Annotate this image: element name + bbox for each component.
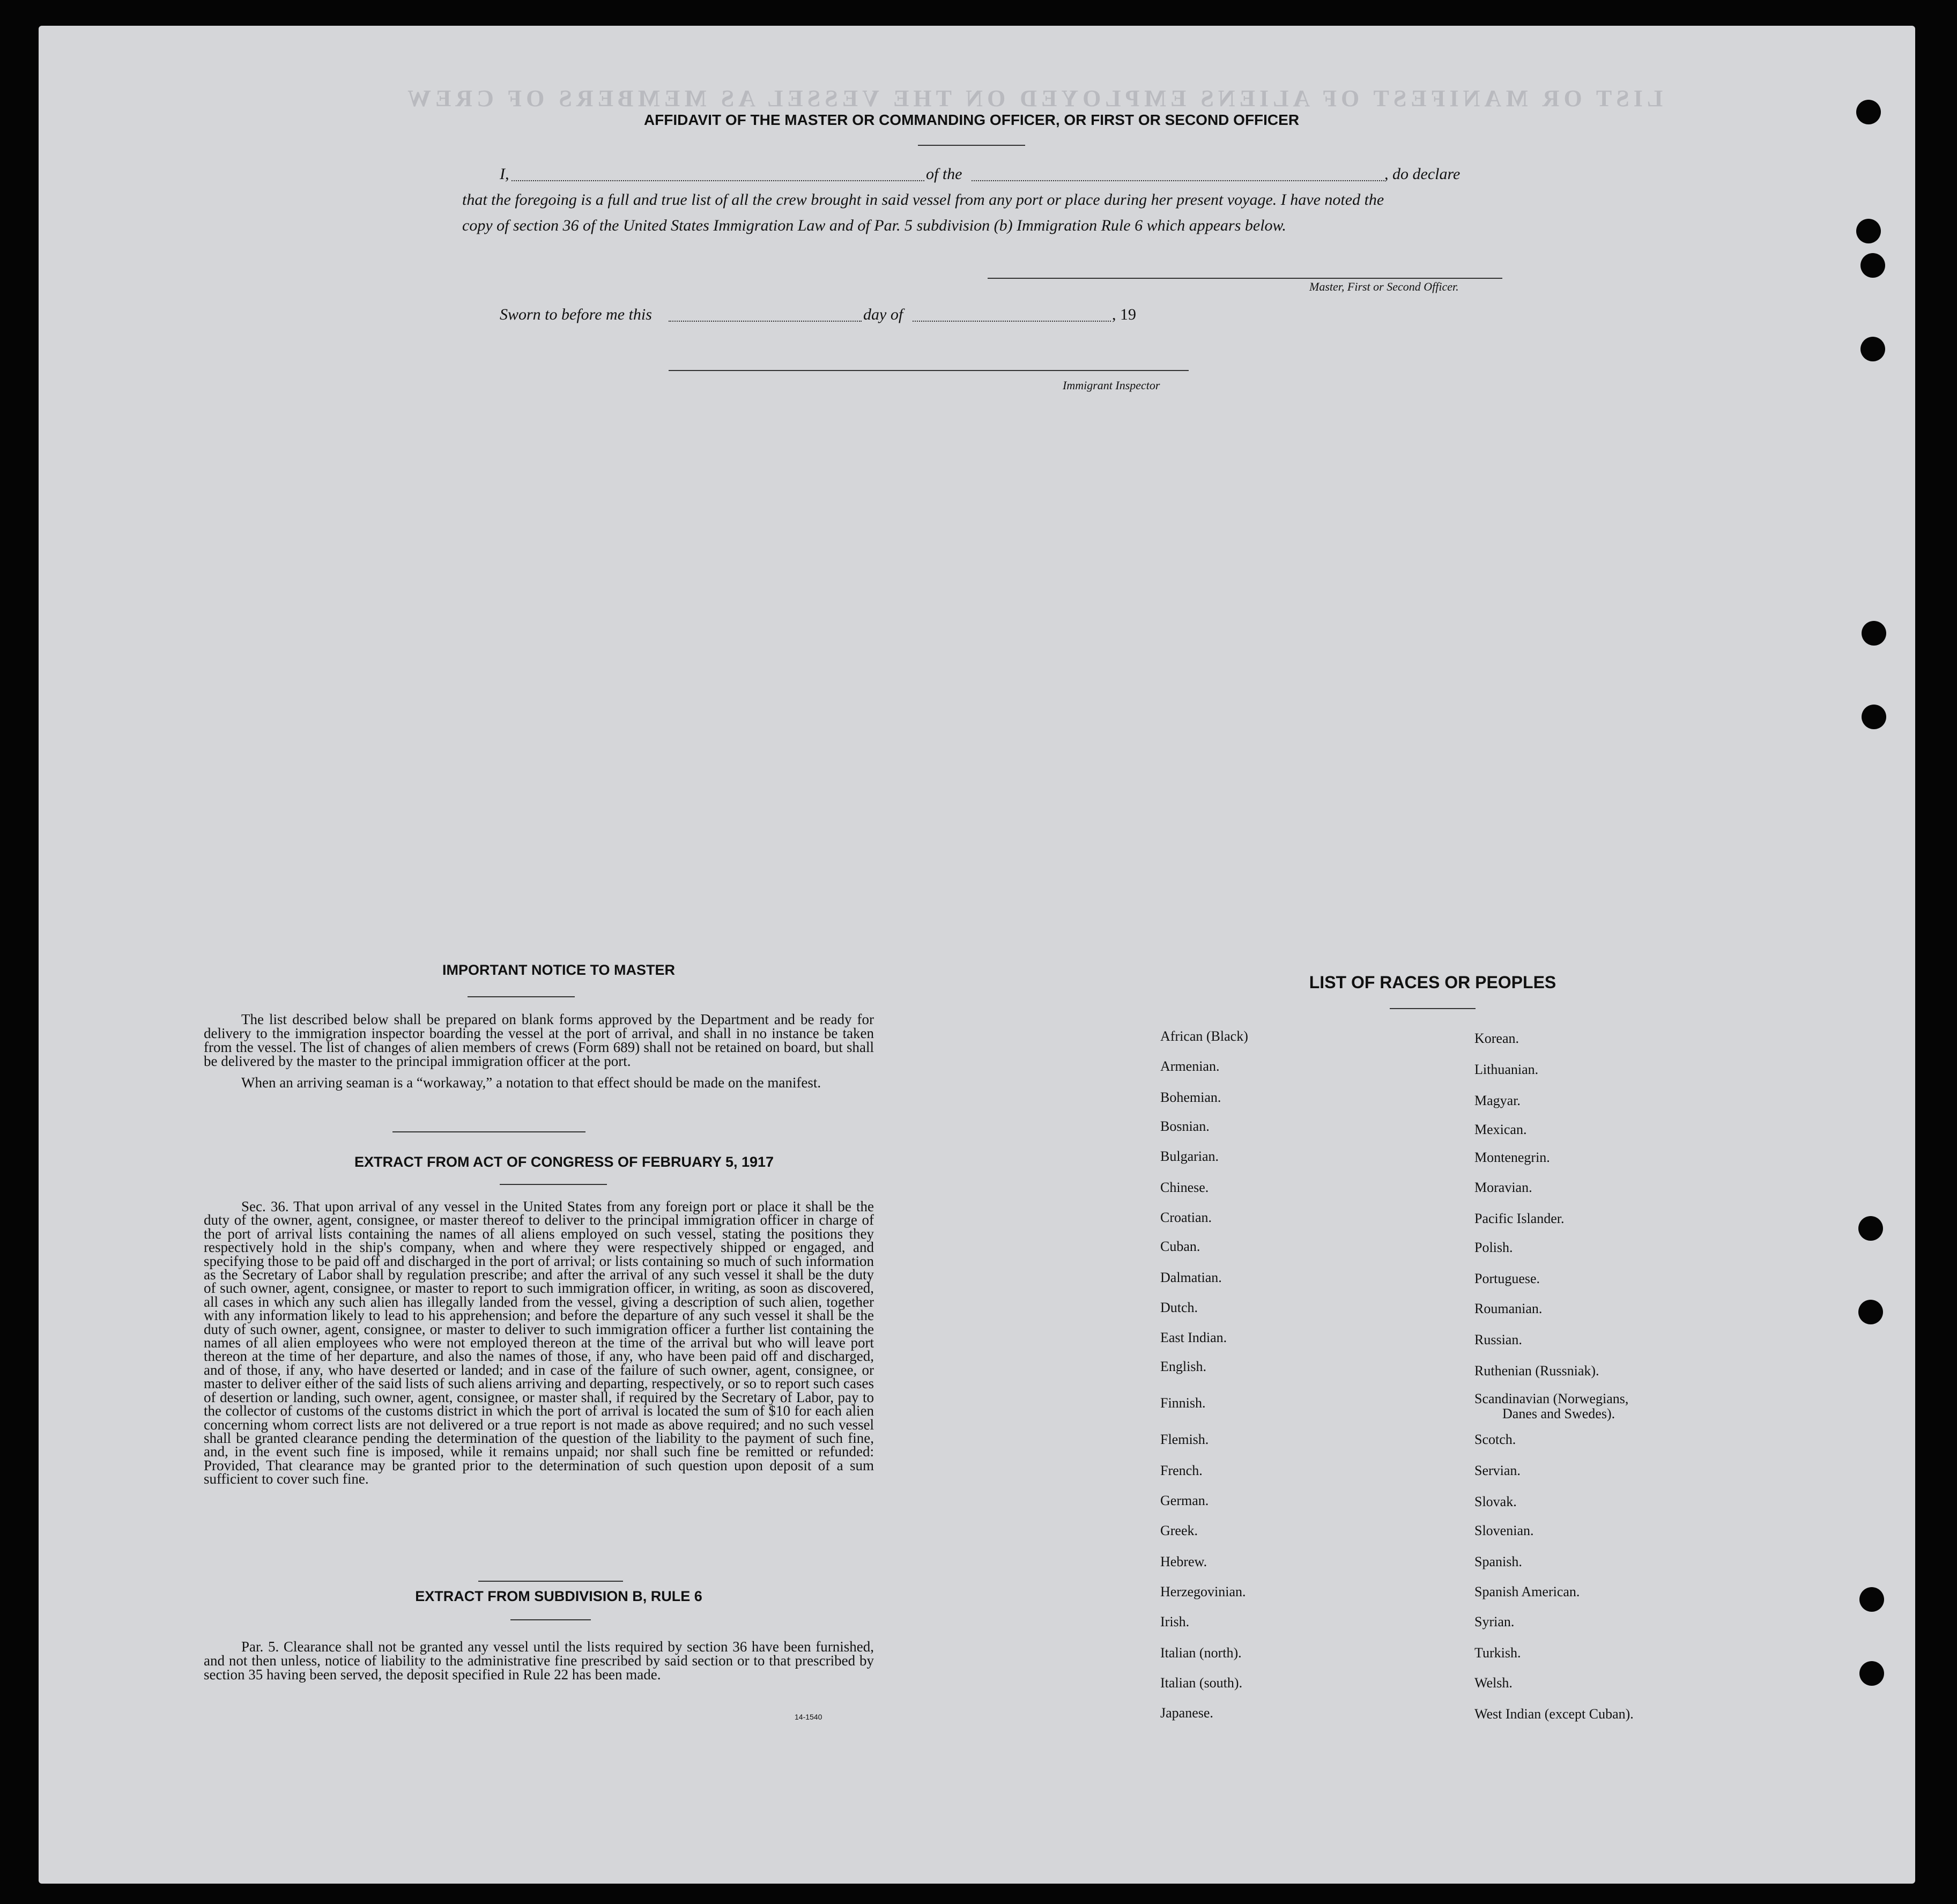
race-item: English. (1160, 1359, 1206, 1374)
punch-hole (1858, 1300, 1883, 1324)
race-item: Bulgarian. (1160, 1149, 1219, 1164)
sworn-month-field[interactable] (913, 321, 1111, 322)
extract-rule-title-rule (510, 1619, 591, 1620)
race-item-continuation: Danes and Swedes). (1502, 1406, 1615, 1421)
race-item: Slovak. (1474, 1494, 1517, 1509)
race-item: Turkish. (1474, 1645, 1521, 1661)
affidavit-title: AFFIDAVIT OF THE MASTER OR COMMANDING OFFICER, OR FIRST OR SECOND OFFICER (643, 112, 1300, 128)
race-item: Slovenian. (1474, 1523, 1534, 1538)
race-item: Syrian. (1474, 1614, 1515, 1629)
officer-signature-caption: Master, First or Second Officer. (1309, 280, 1459, 293)
race-item: Chinese. (1160, 1180, 1209, 1195)
punch-hole (1859, 1661, 1884, 1686)
race-item: Croatian. (1160, 1210, 1212, 1225)
of-the-label: of the (926, 165, 962, 183)
punch-hole (1856, 219, 1881, 243)
race-item: Polish. (1474, 1240, 1513, 1255)
extract-rule-title: EXTRACT FROM SUBDIVISION B, RULE 6 (415, 1588, 702, 1604)
race-item: Bohemian. (1160, 1090, 1221, 1105)
affidavit-line-2: copy of section 36 of the United States Immigration Law and of Par. 5 subdivision (b) Immigration Rule 6 which appears below. (462, 217, 1286, 234)
notice-title-rule (468, 996, 575, 997)
race-item: Spanish American. (1474, 1584, 1580, 1599)
punch-hole (1859, 1587, 1884, 1612)
race-item: Welsh. (1474, 1675, 1513, 1691)
race-item: Dalmatian. (1160, 1270, 1222, 1285)
sworn-day-field[interactable] (669, 321, 862, 322)
race-item: East Indian. (1160, 1330, 1227, 1345)
race-item: Russian. (1474, 1332, 1522, 1347)
bleed-through-text: LIST OR MANIFEST OF ALIENS EMPLOYED ON THE VESSEL AS MEMBERS OF CREW (403, 85, 1663, 112)
affidavit-title-rule (918, 145, 1025, 146)
race-item: Italian (north). (1160, 1645, 1242, 1661)
race-item: Lithuanian. (1474, 1062, 1539, 1077)
notice-paragraph-2: When an arriving seaman is a “workaway,” a notation to that effect should be made on the manifest. (241, 1075, 821, 1091)
race-item: Italian (south). (1160, 1675, 1243, 1691)
name-field-line[interactable] (512, 180, 924, 181)
race-item: Herzegovinian. (1160, 1584, 1246, 1599)
i-label: I, (500, 165, 509, 183)
extract-act-title: EXTRACT FROM ACT OF CONGRESS OF FEBRUARY 5, 1917 (354, 1154, 774, 1170)
race-item: Portuguese. (1474, 1271, 1540, 1286)
document-page (39, 26, 1915, 1884)
race-item: Korean. (1474, 1031, 1519, 1046)
race-item: African (Black) (1160, 1028, 1248, 1044)
punch-hole (1862, 705, 1886, 729)
race-item: German. (1160, 1493, 1209, 1508)
race-item: Flemish. (1160, 1432, 1209, 1447)
race-item: Pacific Islander. (1474, 1211, 1565, 1226)
race-item: Finnish. (1160, 1395, 1206, 1411)
notice-end-rule (392, 1131, 585, 1132)
inspector-signature-line[interactable] (669, 370, 1189, 371)
race-item: Greek. (1160, 1523, 1198, 1538)
affidavit-i-line (500, 165, 1551, 187)
do-declare-label: , do declare (1384, 165, 1461, 183)
race-item: Servian. (1474, 1463, 1521, 1478)
affidavit-line-1: that the foregoing is a full and true list of all the crew brought in said vessel from any port or place during her present voyage. I have noted the (462, 191, 1384, 209)
notice-paragraph-1: The list described below shall be prepared on blank forms approved by the Department and be ready for delivery to the immigration inspector boarding the vessel at the port of arrival, and shall in no instance be taken from the vessel. The list of changes of alien members of crews (Form 689) shall not be retained on board, but shall be delivered by the master to the principal immigration officer at the port. (204, 1011, 874, 1069)
punch-hole (1860, 253, 1885, 278)
notice-title: IMPORTANT NOTICE TO MASTER (442, 962, 675, 978)
race-item: Moravian. (1474, 1180, 1532, 1195)
race-item: Mexican. (1474, 1122, 1527, 1137)
races-title: LIST OF RACES OR PEOPLES (1309, 973, 1556, 992)
extract-act-text: Sec. 36. That upon arrival of any vessel in the United States from any foreign port or place it shall be the duty of the owner, agent, consignee, or master thereof to deliver to the principal immigration officer in charge of the port of arrival lists containing the names of all aliens employed on such vessel, stating the positions they respectively hold in the ship's company, when and where they were respectively shipped or engaged, and specifying those to be paid off and discharged in the port of arrival; or lists containing so much of such information as the Secretary of Labor shall by regulation prescribe; and after the arrival of any such vessel it shall be the duty of such owner, agent, consignee, or master to report to such immigration officer, in writing, as soon as discovered, all cases in which any such alien has illegally landed from the vessel, giving a description of such alien, together with any information likely to lead to his apprehension; and before the departure of any such vessel it shall be the duty of such owner, agent, consignee, or master to deliver to such immigration officer a further list containing the names of all alien employees who were not employed thereon at the time of the arrival but who will leave port thereon at the time of her departure, and also the names of those, if any, who have been paid off and discharged, and of those, if any, who have deserted or landed; and in case of the failure of such owner, agent, consignee, or master to deliver either of the said lists of such aliens arriving and departing, respectively, or so to report such cases of desertion or landing, such owner, agent, consignee, or master shall, if required by the Secretary of Labor, pay to the collector of customs of the customs district in which the port of arrival is located the sum of $10 for each alien concerning whom correct lists are not delivered or a true report is not made as above required; and no such vessel shall be granted clearance pending the determination of the question of the liability to the payment of such fine, and, in the event such fine is imposed, while it remains unpaid; nor shall such fine be remitted or refunded: Provided, That clearance may be granted prior to the determination of such question upon deposit of a sum sufficient to cover such fine. (204, 1198, 874, 1487)
punch-hole (1862, 621, 1886, 646)
extract-act-title-rule (500, 1184, 607, 1185)
races-left-column (1122, 26, 1390, 1742)
race-item: Spanish. (1474, 1554, 1522, 1569)
race-item: French. (1160, 1463, 1203, 1478)
race-item: Magyar. (1474, 1093, 1521, 1108)
year-prefix: , 19 (1112, 306, 1136, 323)
race-item: Montenegrin. (1474, 1150, 1550, 1165)
race-item: Ruthenian (Russniak). (1474, 1363, 1599, 1379)
race-item: Cuban. (1160, 1239, 1200, 1254)
form-number: 14-1540 (795, 1713, 822, 1721)
race-item: Irish. (1160, 1614, 1190, 1629)
sworn-label: Sworn to before me this (500, 306, 652, 323)
races-right-column (1433, 26, 1754, 1742)
extract-rule-text: Par. 5. Clearance shall not be granted any vessel until the lists required by section 36 have been furnished, and not then unless, notice of liability to the administrative fine prescribed by said section or to that prescribed by section 35 having been served, the deposit specified in Rule 22 has been made. (204, 1639, 874, 1683)
punch-hole (1858, 1216, 1883, 1241)
race-item: Armenian. (1160, 1058, 1220, 1074)
inspector-caption: Immigrant Inspector (1063, 379, 1160, 392)
race-item: Scandinavian (Norwegians, (1474, 1391, 1629, 1406)
punch-hole (1860, 337, 1885, 361)
race-item: West Indian (except Cuban). (1474, 1706, 1634, 1722)
race-item: Japanese. (1160, 1705, 1213, 1721)
race-item: Bosnian. (1160, 1118, 1210, 1134)
race-item: Scotch. (1474, 1432, 1516, 1447)
day-of-label: day of (863, 306, 903, 323)
race-item: Hebrew. (1160, 1554, 1207, 1569)
race-item: Roumanian. (1474, 1301, 1543, 1316)
sworn-line (500, 306, 1197, 327)
race-item: Dutch. (1160, 1300, 1198, 1315)
punch-hole (1856, 100, 1881, 124)
extract-act-end-rule (478, 1581, 623, 1582)
